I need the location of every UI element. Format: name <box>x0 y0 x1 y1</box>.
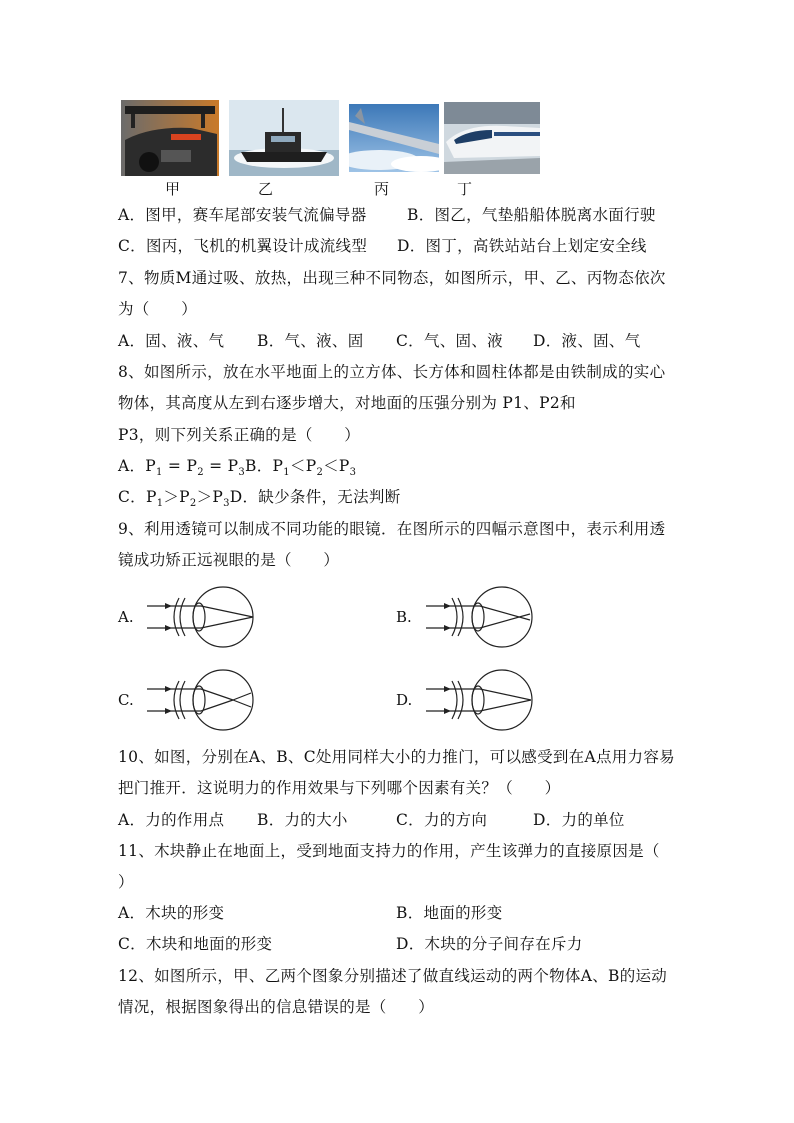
q11-option-a: A．木块的形变 <box>118 904 225 922</box>
q9-label-c: C. <box>118 691 134 709</box>
q6-option-c: C．图丙，飞机的机翼设计成流线型 <box>118 237 368 255</box>
q6-option-a: A．图甲，赛车尾部安装气流偏导器 <box>118 206 367 224</box>
q8-option-cd <box>118 487 401 514</box>
q8-a-eq2: = P <box>203 457 239 475</box>
q8-option-ab <box>118 456 356 483</box>
q11-option-c: C．木块和地面的形变 <box>118 935 273 953</box>
q7-option-d: D．液、固、气 <box>533 332 641 350</box>
q10-option-b: B．力的大小 <box>257 811 348 829</box>
q8-c-sub3: 3 <box>223 498 230 510</box>
q6-option-b: B．图乙，气垫船船体脱离水面行驶 <box>407 206 656 224</box>
q7-stem-line2: 为（ ） <box>118 300 198 318</box>
q10-option-a: A．力的作用点 <box>118 811 225 829</box>
q9-stem-line2: 镜成功矫正远视眼的是（ ） <box>118 551 340 569</box>
q8-c-sub2: 2 <box>189 498 197 510</box>
q8-a-prefix: A． <box>118 457 146 475</box>
hovercraft-photo <box>229 100 339 176</box>
q8-b-lt1: ＜P <box>289 457 317 475</box>
q8-a-p: P <box>145 457 157 475</box>
q12-stem-line1: 12、如图所示，甲、乙两个图象分别描述了做直线运动的两个物体A、B的运动 <box>118 967 668 985</box>
q9-label-b: B. <box>396 608 412 626</box>
q8-c-gt1: ＞P <box>163 488 190 506</box>
q8-stem-line2: 物体，其高度从左到右逐步增大，对地面的压强分别为 P1、P2和 <box>118 394 576 412</box>
q10-option-c: C．力的方向 <box>396 811 488 829</box>
q8-d-text: D．缺少条件，无法判断 <box>229 488 401 506</box>
q8-b-sub3: 3 <box>349 467 357 479</box>
high-speed-train-photo <box>444 102 540 174</box>
q7-option-b: B．气、液、固 <box>257 332 364 350</box>
caption-bing: 丙 <box>374 180 390 198</box>
q10-option-d: D．力的单位 <box>533 811 625 829</box>
airplane-wing-photo <box>349 104 439 172</box>
race-car-photo <box>121 100 219 176</box>
q8-a-sub2: 2 <box>197 467 204 479</box>
q7-stem-line1: 7、物质M通过吸、放热，出现三种不同物态，如图所示，甲、乙、丙物态依次 <box>118 269 666 287</box>
q11-option-d: D．木块的分子间存在斥力 <box>396 935 583 953</box>
q8-a-eq1: = P <box>162 457 198 475</box>
caption-ding: 丁 <box>457 180 473 198</box>
eye-diagram-c <box>145 667 260 733</box>
q10-stem-line1: 10、如图，分别在A、B、C处用同样大小的力推门，可以感受到在A点用力容易 <box>118 748 675 766</box>
q11-stem-line1: 11、木块静止在地面上，受到地面支持力的作用，产生该弹力的直接原因是（ <box>118 842 660 860</box>
q9-label-a: A. <box>118 608 134 626</box>
q11-option-b: B．地面的形变 <box>396 904 503 922</box>
eye-diagram-d <box>424 667 539 733</box>
q8-b-lt2: ＜P <box>323 457 350 475</box>
q9-stem-line1: 9、利用透镜可以制成不同功能的眼镜．在图所示的四幅示意图中，表示利用透 <box>118 520 666 538</box>
q8-b-sub1: 1 <box>283 467 290 479</box>
q9-label-d: D. <box>396 691 413 709</box>
caption-yi: 乙 <box>258 180 274 198</box>
q11-stem-line2: ） <box>118 873 134 891</box>
q7-option-c: C．气、固、液 <box>396 332 503 350</box>
q8-a-sub1: 1 <box>156 467 163 479</box>
q7-option-a: A．固、液、气 <box>118 332 225 350</box>
eye-diagram-a <box>145 584 260 650</box>
eye-diagram-b <box>424 584 539 650</box>
q8-b-sub2: 2 <box>316 467 324 479</box>
q8-b-prefix: B．P <box>245 457 284 475</box>
q8-c-prefix: C．P <box>118 488 157 506</box>
q8-stem-line3: P3，则下列关系正确的是（ ） <box>118 426 361 444</box>
q6-option-d: D．图丁，高铁站站台上划定安全线 <box>397 237 647 255</box>
q8-c-gt2: ＞P <box>196 488 224 506</box>
q10-stem-line2: 把门推开．这说明力的作用效果与下列哪个因素有关？（ ） <box>118 779 561 797</box>
q8-c-sub1: 1 <box>156 498 164 510</box>
q12-stem-line2: 情况，根据图象得出的信息错误的是（ ） <box>118 998 435 1016</box>
q8-stem-line1: 8、如图所示，放在水平地面上的立方体、长方体和圆柱体都是由铁制成的实心 <box>118 363 666 381</box>
caption-jia: 甲 <box>165 180 181 198</box>
q8-a-sub3: 3 <box>238 467 246 479</box>
